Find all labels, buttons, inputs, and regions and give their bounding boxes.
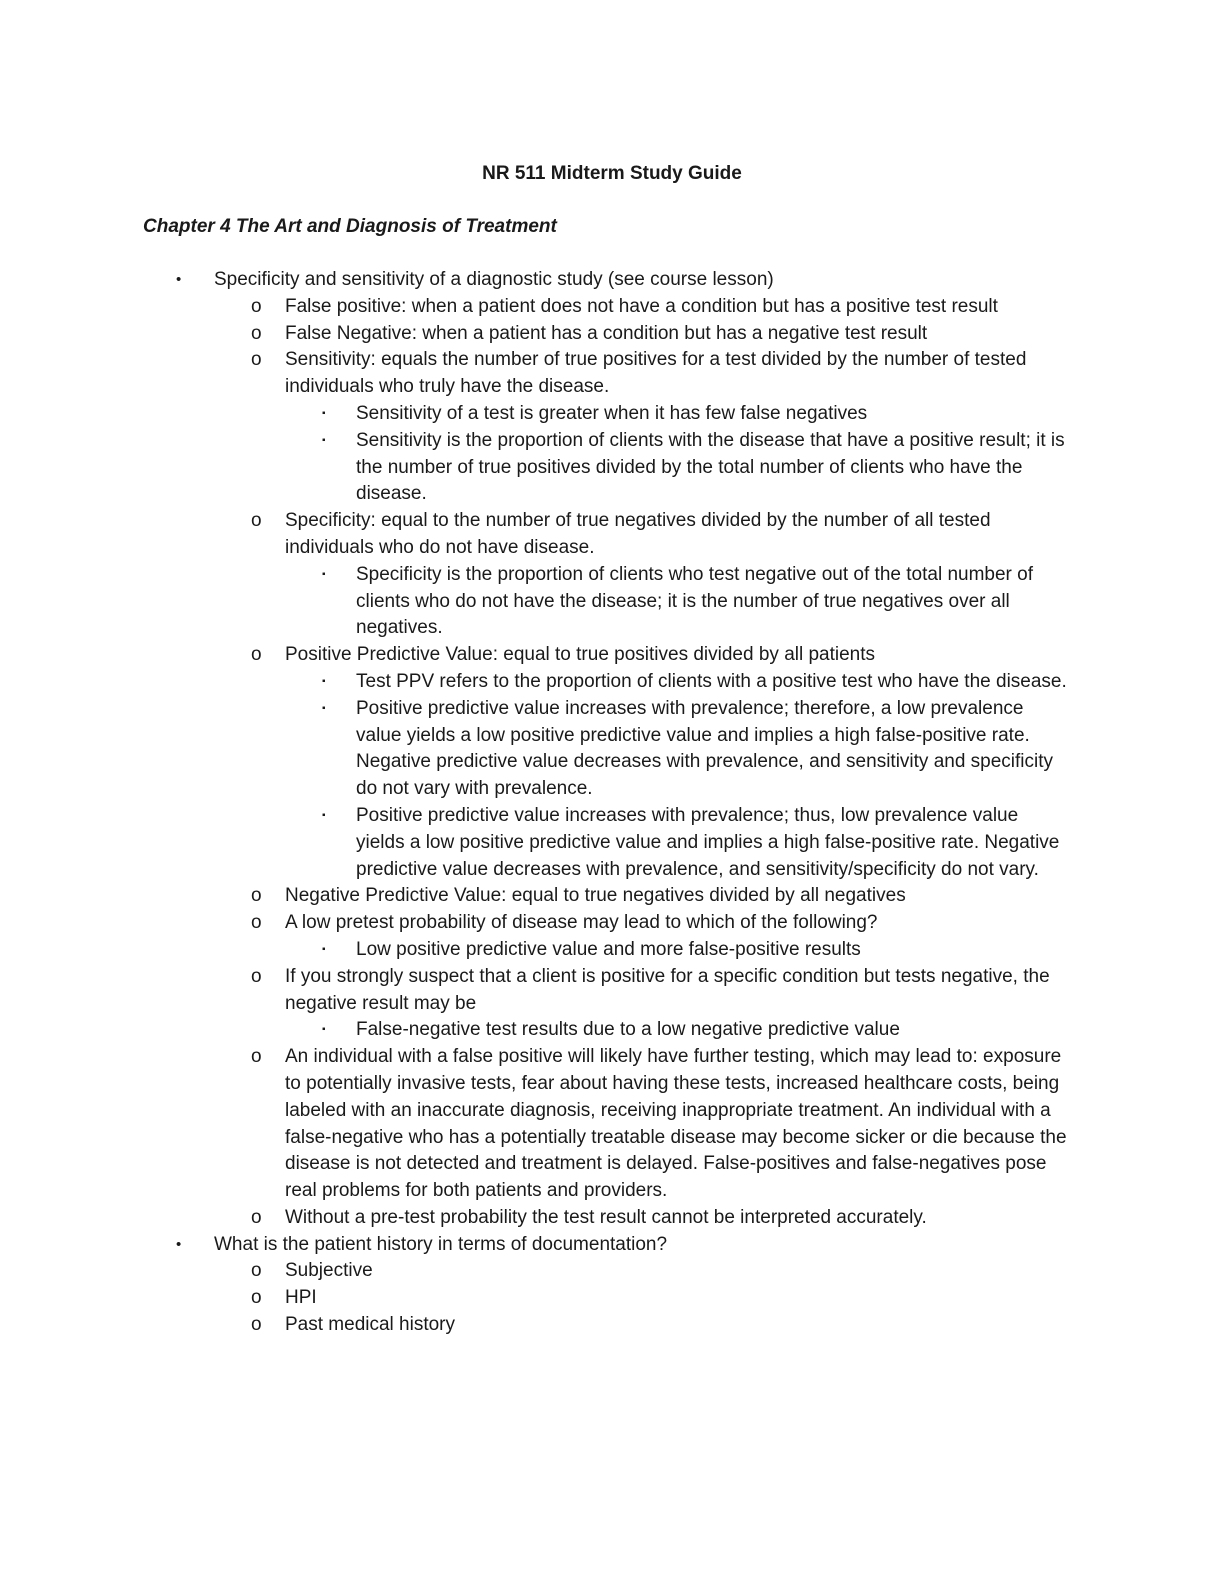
sub-list — [0, 1017, 1224, 1044]
list-bullet-icon: o — [251, 885, 262, 907]
outline-item-level-2 — [0, 1205, 1224, 1232]
list-bullet-icon: ▪ — [322, 809, 326, 821]
outline-item-text: Sensitivity of a test is greater when it has few false negatives — [356, 402, 868, 424]
list-bullet-icon: o — [251, 295, 262, 317]
list-bullet-icon: o — [251, 1206, 262, 1228]
outline-item-level-3 — [0, 803, 1224, 883]
chapter-heading: Chapter 4 The Art and Diagnosis of Treatment — [143, 216, 557, 237]
outline-item-text: Without a pre-test probability the test result cannot be interpreted accurately. — [285, 1206, 927, 1228]
list-bullet-icon: o — [251, 1260, 262, 1282]
outline-item-text: Low positive predictive value and more false-positive results — [356, 938, 861, 960]
list-bullet-icon: • — [176, 271, 182, 288]
outline-item-level-2 — [0, 321, 1224, 348]
outline-item-level-3 — [0, 428, 1224, 508]
outline-item-text: Negative Predictive Value: equal to true negatives divided by all negatives — [285, 885, 906, 907]
outline-item-level-2 — [0, 910, 1224, 964]
outline-item-level-2 — [0, 964, 1224, 1044]
list-bullet-icon: o — [251, 349, 262, 371]
outline-item-text: What is the patient history in terms of documentation? — [214, 1233, 668, 1255]
page-title: NR 511 Midterm Study Guide — [482, 163, 742, 184]
outline-item-level-2 — [0, 1258, 1224, 1285]
list-bullet-icon: o — [251, 510, 262, 532]
outline-item-text: False-negative test results due to a low negative predictive value — [356, 1019, 900, 1041]
sub-list — [0, 669, 1224, 883]
outline-item-level-2 — [0, 883, 1224, 910]
list-bullet-icon: o — [251, 644, 262, 666]
outline-item-text: Sensitivity: equals the number of true positives for a test divided by the number of tested individuals who truly have the disease. — [285, 349, 1027, 398]
outline-item-level-2 — [0, 642, 1224, 883]
outline-item-text: False positive: when a patient does not have a condition but has a positive test result — [285, 295, 998, 317]
outline-item-level-2 — [0, 294, 1224, 321]
outline-item-level-3 — [0, 1017, 1224, 1044]
sub-list — [0, 562, 1224, 642]
outline-item-level-3 — [0, 696, 1224, 803]
list-bullet-icon: o — [251, 965, 262, 987]
outline-item-level-2 — [0, 1312, 1224, 1339]
sub-list — [0, 1258, 1224, 1338]
outline-item-level-3 — [0, 562, 1224, 642]
outline-item-text: Test PPV refers to the proportion of clients with a positive test who have the disease. — [356, 670, 1067, 692]
outline-item-text: Positive predictive value increases with prevalence; thus, low prevalence value yields a low positive predictive value and implies a high false-positive rate. Negative predictive value decreases with prevalence, and sensitivity/specificity do not vary. — [356, 804, 1060, 880]
outline-item-text: False Negative: when a patient has a condition but has a negative test result — [285, 322, 928, 344]
outline-item-text: If you strongly suspect that a client is positive for a specific condition but tests negative, the negative result may be — [285, 965, 1050, 1014]
list-bullet-icon: o — [251, 912, 262, 934]
outline-item-text: HPI — [285, 1287, 317, 1309]
outline-item-text: Specificity: equal to the number of true negatives divided by the number of all tested individuals who do not have disease. — [285, 510, 991, 558]
outline-item-level-2 — [0, 1285, 1224, 1312]
outline-item-text: Specificity and sensitivity of a diagnostic study (see course lesson) — [214, 269, 774, 290]
outline-item-level-2 — [0, 1044, 1224, 1205]
outline-item-level-1 — [0, 267, 1224, 1232]
outline-item-text: Subjective — [285, 1260, 373, 1282]
outline-item-text: Specificity is the proportion of clients who test negative out of the total number of clients who do not have the disease; it is the number of true negatives over all negatives. — [356, 563, 1033, 639]
outline-item-level-3 — [0, 669, 1224, 696]
outline-item-text: An individual with a false positive will likely have further testing, which may lead to: exposure to potentially invasive tests, fear about having these tests, increased healthcare costs, being labeled with an inaccurate diagnosis, receiving inappropriate treatment. An individual with a false-negative who has a potentially treatable disease may become sicker or die because the disease is not detected and treatment is delayed. False-positives and false-negatives pose real problems for both patients and providers. — [285, 1046, 1067, 1202]
list-bullet-icon: ▪ — [322, 1024, 326, 1036]
list-bullet-icon: ▪ — [322, 407, 326, 419]
outline-item-text: Positive predictive value increases with prevalence; therefore, a low prevalence value yields a low positive predictive value and implies a high false-positive rate. Negative predictive value decreases with prevalence, and sensitivity and specificity do not vary with prevalence. — [356, 697, 1054, 800]
outline-item-level-2 — [0, 508, 1224, 642]
study-outline — [0, 267, 1224, 1339]
list-bullet-icon: o — [251, 1314, 262, 1336]
list-bullet-icon: ▪ — [322, 568, 326, 580]
list-bullet-icon: • — [176, 1235, 182, 1253]
list-bullet-icon: o — [251, 1287, 262, 1309]
outline-item-level-3 — [0, 401, 1224, 428]
outline-item-text: A low pretest probability of disease may lead to which of the following? — [285, 912, 878, 934]
sub-list — [0, 937, 1224, 964]
list-bullet-icon: o — [251, 322, 262, 344]
outline-item-level-2 — [0, 347, 1224, 508]
list-bullet-icon: ▪ — [322, 943, 326, 955]
outline-item-text: Past medical history — [285, 1314, 456, 1336]
list-bullet-icon: ▪ — [322, 675, 326, 687]
outline-item-level-1 — [0, 1232, 1224, 1339]
outline-item-text: Sensitivity is the proportion of clients with the disease that have a positive result; it is the number of true positives divided by the total number of clients who have the disease. — [356, 429, 1065, 505]
outline-item-text: Positive Predictive Value: equal to true positives divided by all patients — [285, 644, 876, 666]
outline-item-level-3 — [0, 937, 1224, 964]
sub-list — [0, 401, 1224, 508]
list-bullet-icon: ▪ — [322, 702, 326, 714]
list-bullet-icon: o — [251, 1046, 262, 1068]
sub-list — [0, 294, 1224, 1232]
list-bullet-icon: ▪ — [322, 434, 326, 446]
